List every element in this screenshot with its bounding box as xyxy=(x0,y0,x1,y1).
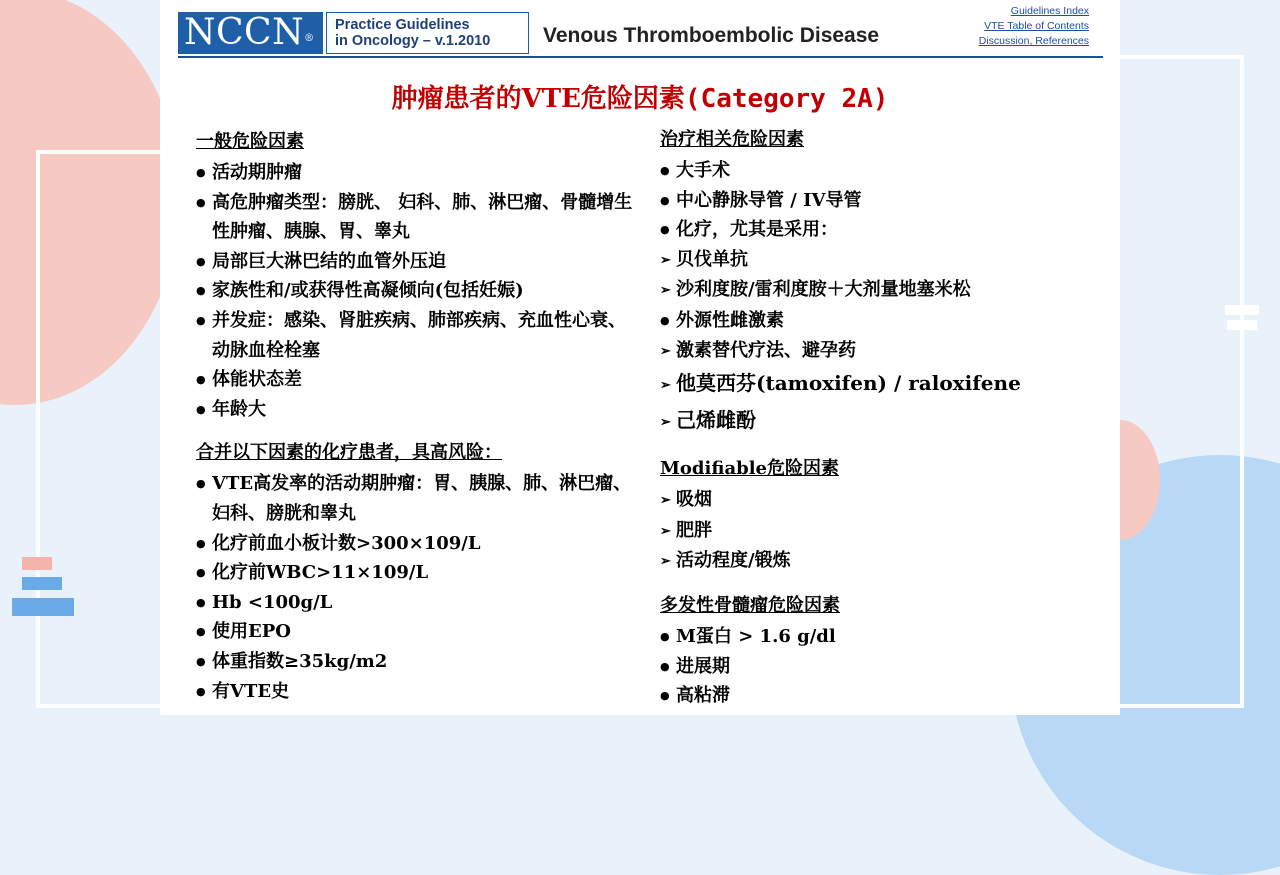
arrow-bullet-icon xyxy=(660,516,676,547)
bullet-icon xyxy=(660,156,676,186)
list-item xyxy=(660,215,1080,245)
list-item-text: 使用EPO xyxy=(212,621,291,643)
list-item-text: Hb <100g/L xyxy=(212,591,333,613)
bullet-icon xyxy=(196,158,212,188)
list-item-text: 家族性和/或获得性高凝倾向(包括妊娠) xyxy=(212,280,524,302)
bullet-icon xyxy=(660,652,676,682)
list-item xyxy=(196,306,636,365)
list-item xyxy=(196,617,636,647)
list-item xyxy=(660,156,1080,186)
nccn-logo: NCCN® xyxy=(178,12,323,54)
section-heading-modifiable: Modifiable危险因素 xyxy=(660,458,839,480)
list-item-text: 体重指数≥35kg/m2 xyxy=(212,650,388,672)
bullet-icon xyxy=(196,276,212,306)
arrow-bullet-icon xyxy=(660,366,676,403)
list-item xyxy=(196,365,636,395)
bg-frame-right xyxy=(1100,55,1244,708)
arrow-bullet-icon xyxy=(660,275,676,306)
general-risk-list xyxy=(196,158,636,424)
list-item-text: 大手术 xyxy=(676,160,730,181)
bullet-icon xyxy=(196,558,212,588)
list-item-text: 他莫西芬(tamoxifen) / raloxifene xyxy=(676,371,1021,396)
discussion-references-link[interactable]: Discussion, References xyxy=(978,35,1089,47)
guidelines-box xyxy=(326,12,529,54)
bullet-icon xyxy=(660,681,676,711)
list-item-text: VTE高发率的活动期肿瘤：胃、胰腺、肺、淋巴瘤、妇科、膀胱和睾丸 xyxy=(212,473,632,524)
list-item xyxy=(196,647,636,677)
list-item xyxy=(196,158,636,188)
modifiable-risk-list xyxy=(660,485,1080,577)
list-item-text: 活动期肿瘤 xyxy=(212,162,302,183)
list-item xyxy=(196,395,636,425)
list-item-text: 吸烟 xyxy=(676,489,712,511)
list-item xyxy=(196,588,636,618)
bullet-icon xyxy=(660,215,676,245)
myeloma-risk-list xyxy=(660,622,1080,711)
list-item-text: 激素替代疗法、避孕药 xyxy=(676,339,856,361)
list-item-text: 进展期 xyxy=(676,655,730,677)
section-heading-treatment: 治疗相关危险因素 xyxy=(660,129,804,150)
bullet-icon xyxy=(660,186,676,216)
list-item-text: 化疗，尤其是采用： xyxy=(676,219,838,241)
list-item-text: 有VTE史 xyxy=(212,680,290,702)
list-item xyxy=(660,652,1080,682)
right-column xyxy=(660,125,1080,711)
list-item-text: 高粘滞 xyxy=(676,685,730,707)
list-item xyxy=(660,403,1080,440)
left-column xyxy=(196,127,636,706)
list-item xyxy=(196,558,636,588)
list-item xyxy=(660,275,1080,306)
treatment-risk-list xyxy=(660,156,1080,440)
list-item xyxy=(196,276,636,306)
list-item xyxy=(660,485,1080,516)
list-item-text: 年龄大 xyxy=(212,398,266,420)
header-links xyxy=(979,4,1089,49)
bullet-icon xyxy=(196,677,212,707)
bullet-icon xyxy=(196,306,212,336)
list-item-text: 中心静脉导管 / IV导管 xyxy=(676,189,862,211)
list-item-text: 活动程度/锻炼 xyxy=(676,550,791,572)
bg-bar xyxy=(22,577,62,590)
list-item-text: 并发症：感染、肾脏疾病、肺部疾病、充血性心衰、动脉血栓栓塞 xyxy=(212,309,626,361)
nccn-header xyxy=(178,5,1103,58)
list-item-text: 高危肿瘤类型：膀胱、 妇科、肺、淋巴瘤、骨髓增生性肿瘤、胰腺、胃、睾丸 xyxy=(212,191,633,243)
list-item xyxy=(660,366,1080,403)
bullet-icon xyxy=(196,588,212,618)
arrow-bullet-icon xyxy=(660,546,676,577)
guideline-line1: Practice Guidelines xyxy=(335,17,470,33)
list-item xyxy=(196,677,636,707)
chemo-risk-list xyxy=(196,469,636,706)
slide-title: 肿瘤患者的VTE危险因素(Category 2A) xyxy=(391,84,889,114)
arrow-bullet-icon xyxy=(660,403,676,440)
list-item-text: M蛋白 > 1.6 g/dl xyxy=(676,625,836,647)
section-heading-general: 一般危险因素 xyxy=(196,131,304,152)
bullet-icon xyxy=(660,306,676,336)
vte-toc-link[interactable]: VTE Table of Contents xyxy=(984,20,1089,32)
arrow-bullet-icon xyxy=(660,245,676,276)
bg-bar xyxy=(1240,298,1244,338)
bullet-icon xyxy=(196,365,212,395)
arrow-bullet-icon xyxy=(660,336,676,367)
slide xyxy=(160,0,1120,715)
list-item-text: 局部巨大淋巴结的血管外压迫 xyxy=(212,250,446,272)
list-item-text: 化疗前血小板计数>300×109/L xyxy=(212,532,481,554)
guidelines-index-link[interactable]: Guidelines Index xyxy=(1010,5,1089,17)
list-item xyxy=(660,681,1080,711)
bullet-icon xyxy=(196,395,212,425)
list-item-text: 贝伐单抗 xyxy=(676,248,748,270)
bg-frame-left xyxy=(36,150,180,708)
bg-bar xyxy=(12,598,74,616)
section-heading-myeloma: 多发性骨髓瘤危险因素 xyxy=(660,594,840,616)
disease-title: Venous Thromboembolic Disease xyxy=(543,24,880,47)
list-item xyxy=(660,186,1080,216)
list-item xyxy=(660,306,1080,336)
list-item xyxy=(660,546,1080,577)
list-item xyxy=(196,188,636,247)
list-item xyxy=(660,245,1080,276)
list-item-text: 肥胖 xyxy=(676,519,712,541)
list-item xyxy=(196,247,636,277)
guideline-line2: in Oncology – v.1.2010 xyxy=(335,33,491,49)
bullet-icon xyxy=(196,647,212,677)
bullet-icon xyxy=(196,529,212,559)
list-item-text: 己烯雌酚 xyxy=(676,408,756,433)
list-item-text: 沙利度胺/雷利度胺＋大剂量地塞米松 xyxy=(676,279,971,301)
bullet-icon xyxy=(196,188,212,218)
list-item xyxy=(196,469,636,528)
list-item-text: 化疗前WBC>11×109/L xyxy=(212,562,429,584)
bullet-icon xyxy=(660,622,676,652)
list-item xyxy=(660,622,1080,652)
arrow-bullet-icon xyxy=(660,485,676,516)
list-item-text: 外源性雌激素 xyxy=(676,309,784,331)
bullet-icon xyxy=(196,469,212,499)
section-heading-chemo: 合并以下因素的化疗患者，具高风险： xyxy=(196,442,502,464)
list-item xyxy=(660,336,1080,367)
bullet-icon xyxy=(196,247,212,277)
list-item xyxy=(660,516,1080,547)
list-item-text: 体能状态差 xyxy=(212,369,302,391)
list-item xyxy=(196,529,636,559)
bg-bar xyxy=(22,557,52,570)
bullet-icon xyxy=(196,617,212,647)
